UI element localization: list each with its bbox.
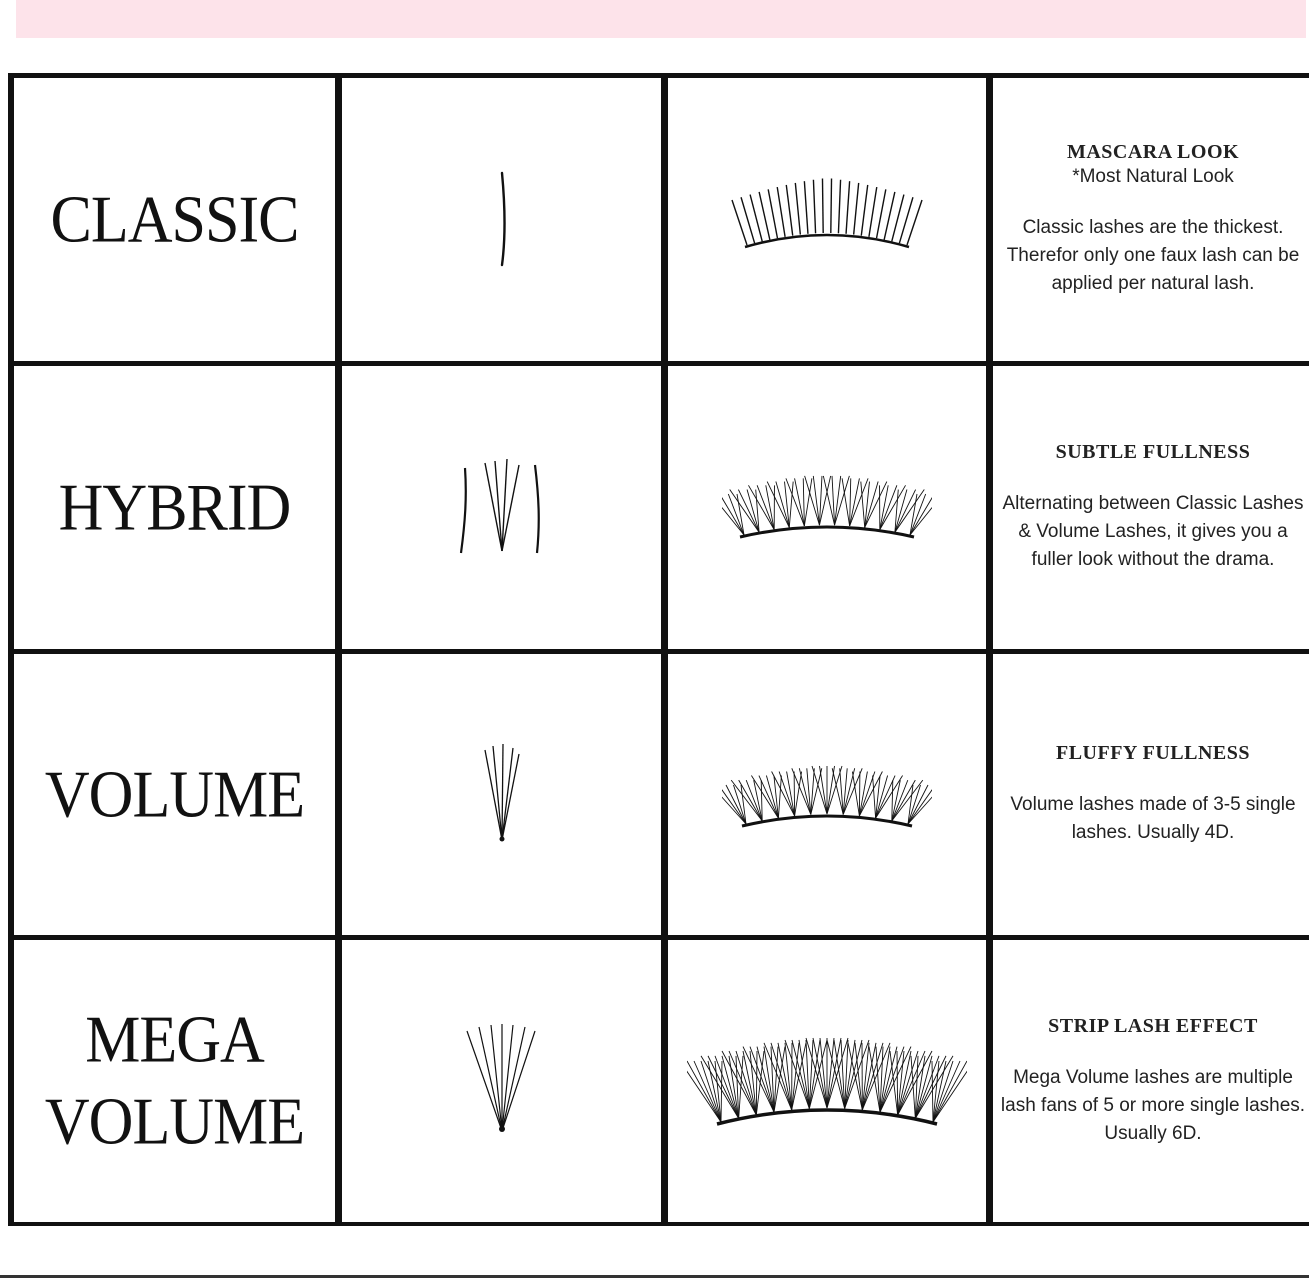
lash-stroke (850, 478, 851, 526)
lash-stroke (890, 1051, 898, 1115)
lash-stroke (732, 200, 747, 245)
lash-stroke (778, 775, 781, 818)
row-volume-single-cell (342, 654, 661, 935)
lash-description: Mega Volume lashes are multiple lash fans of 5 or more single lashes. Usually 6D. (1000, 1066, 1306, 1144)
lash-heading: FLUFFY FULLNESS (1055, 742, 1250, 764)
lash-band (740, 527, 914, 537)
lash-band (717, 1110, 937, 1124)
row-hybrid-name-cell (14, 366, 335, 649)
lash-heading: MASCARA LOOK (1066, 141, 1240, 163)
lash-stroke (777, 187, 785, 237)
single-lash-icon (472, 165, 532, 275)
lash-stroke (803, 478, 804, 526)
lash-stroke (813, 475, 819, 524)
lash-stroke (812, 766, 827, 814)
top-banner (16, 0, 1306, 38)
lash-stroke (792, 1043, 806, 1110)
lash-stroke (846, 181, 850, 234)
row-volume-name-cell (14, 654, 335, 935)
lash-stroke (854, 182, 859, 234)
lash-stroke (756, 1051, 757, 1115)
lash-stroke (848, 1043, 862, 1110)
hybrid-lash-strip-icon (722, 463, 932, 553)
lash-heading: STRIP LASH EFFECT (1048, 1014, 1258, 1037)
lash-stroke (794, 771, 795, 815)
lash-stroke (932, 1061, 933, 1122)
lash-stroke (908, 785, 932, 824)
lash-stroke (779, 771, 795, 815)
row-hybrid-strip-cell (668, 366, 986, 649)
lash-stroke (795, 478, 805, 526)
row-mega-volume-name-cell (14, 940, 335, 1222)
lash-type-name-line-1: MEGA (85, 1003, 264, 1077)
volume-lash-fan-icon (467, 740, 537, 850)
mega-volume-lash-strip-icon (687, 1026, 967, 1136)
lash-stroke (877, 189, 886, 238)
lash-stroke (884, 191, 895, 239)
lash-description: Volume lashes made of 3-5 single lashes. Usually 4D. (1010, 794, 1296, 843)
lash-type-name-line-2: VOLUME (44, 1085, 305, 1159)
lash-description: Alternating between Classic Lashes & Volume Lashes, it gives you a fuller look without the drama. (1002, 493, 1304, 570)
classic-lash-strip-icon (727, 175, 927, 265)
row-classic-name-cell (14, 78, 335, 361)
row-mega-volume-strip-cell (668, 940, 986, 1222)
lash-stroke (850, 478, 860, 526)
row-volume-strip-cell (668, 654, 986, 935)
lash-stroke (728, 494, 744, 535)
row-hybrid-single-cell (342, 366, 661, 649)
lash-stroke (813, 179, 815, 233)
lash-stroke (838, 179, 840, 233)
lash-stroke (721, 1061, 722, 1122)
lash-stroke (757, 485, 774, 529)
lash-comparison-table (8, 73, 1309, 1226)
lash-stroke (694, 1061, 721, 1122)
lash-stroke (842, 478, 850, 526)
lash-stroke (785, 1040, 809, 1109)
row-classic-desc-cell (993, 78, 1309, 361)
lash-stroke (820, 766, 828, 814)
lash-stroke (835, 475, 850, 524)
lash-stroke (795, 182, 800, 234)
lash-stroke (831, 178, 832, 233)
lash-stroke (869, 187, 877, 237)
lash-stroke (845, 1040, 869, 1109)
lash-stroke (892, 780, 908, 821)
lash-stroke (722, 785, 746, 824)
lash-stroke (787, 771, 795, 815)
lash-type-name: VOLUME (44, 757, 305, 832)
lash-stroke (804, 478, 812, 526)
lash-stroke (861, 184, 867, 235)
lash-stroke (873, 775, 876, 818)
lash-stroke (907, 200, 922, 245)
row-volume-desc-cell (993, 654, 1309, 935)
row-mega-volume-single-cell (342, 940, 661, 1222)
lash-stroke (859, 771, 882, 815)
lash-stroke (835, 475, 841, 524)
lash-type-name: HYBRID (58, 470, 291, 545)
lash-stroke (746, 780, 762, 821)
lash-stroke (805, 475, 820, 524)
lash-stroke (880, 485, 897, 529)
lash-stroke (859, 771, 867, 815)
row-mega-volume-desc-cell (993, 940, 1309, 1222)
lash-stroke (768, 189, 777, 238)
lash-stroke (786, 184, 792, 235)
lash-subheading: *Most Natural Look (1072, 166, 1234, 187)
lash-stroke (804, 181, 808, 234)
lash-stroke (822, 178, 823, 233)
volume-lash-strip-icon (722, 750, 932, 840)
lash-stroke (910, 494, 926, 535)
row-classic-strip-cell (668, 78, 986, 361)
bottom-divider (0, 1275, 1309, 1278)
row-hybrid-desc-cell (993, 366, 1309, 649)
row-classic-single-cell (342, 78, 661, 361)
lash-stroke (933, 1061, 960, 1122)
lash-stroke (859, 771, 860, 815)
lash-type-name: CLASSIC (50, 182, 299, 257)
lash-stroke (759, 191, 770, 239)
hybrid-lash-cluster-icon (447, 453, 557, 563)
lash-band (742, 816, 912, 826)
lash-description: Classic lashes are the thickest. Therefor only one faux lash can be applied per natural lash. (1006, 217, 1300, 294)
lash-heading: SUBTLE FULLNESS (1055, 441, 1251, 463)
mega-volume-lash-fan-icon (457, 1021, 547, 1141)
lash-stroke (772, 771, 795, 815)
lash-stroke (897, 1051, 898, 1115)
